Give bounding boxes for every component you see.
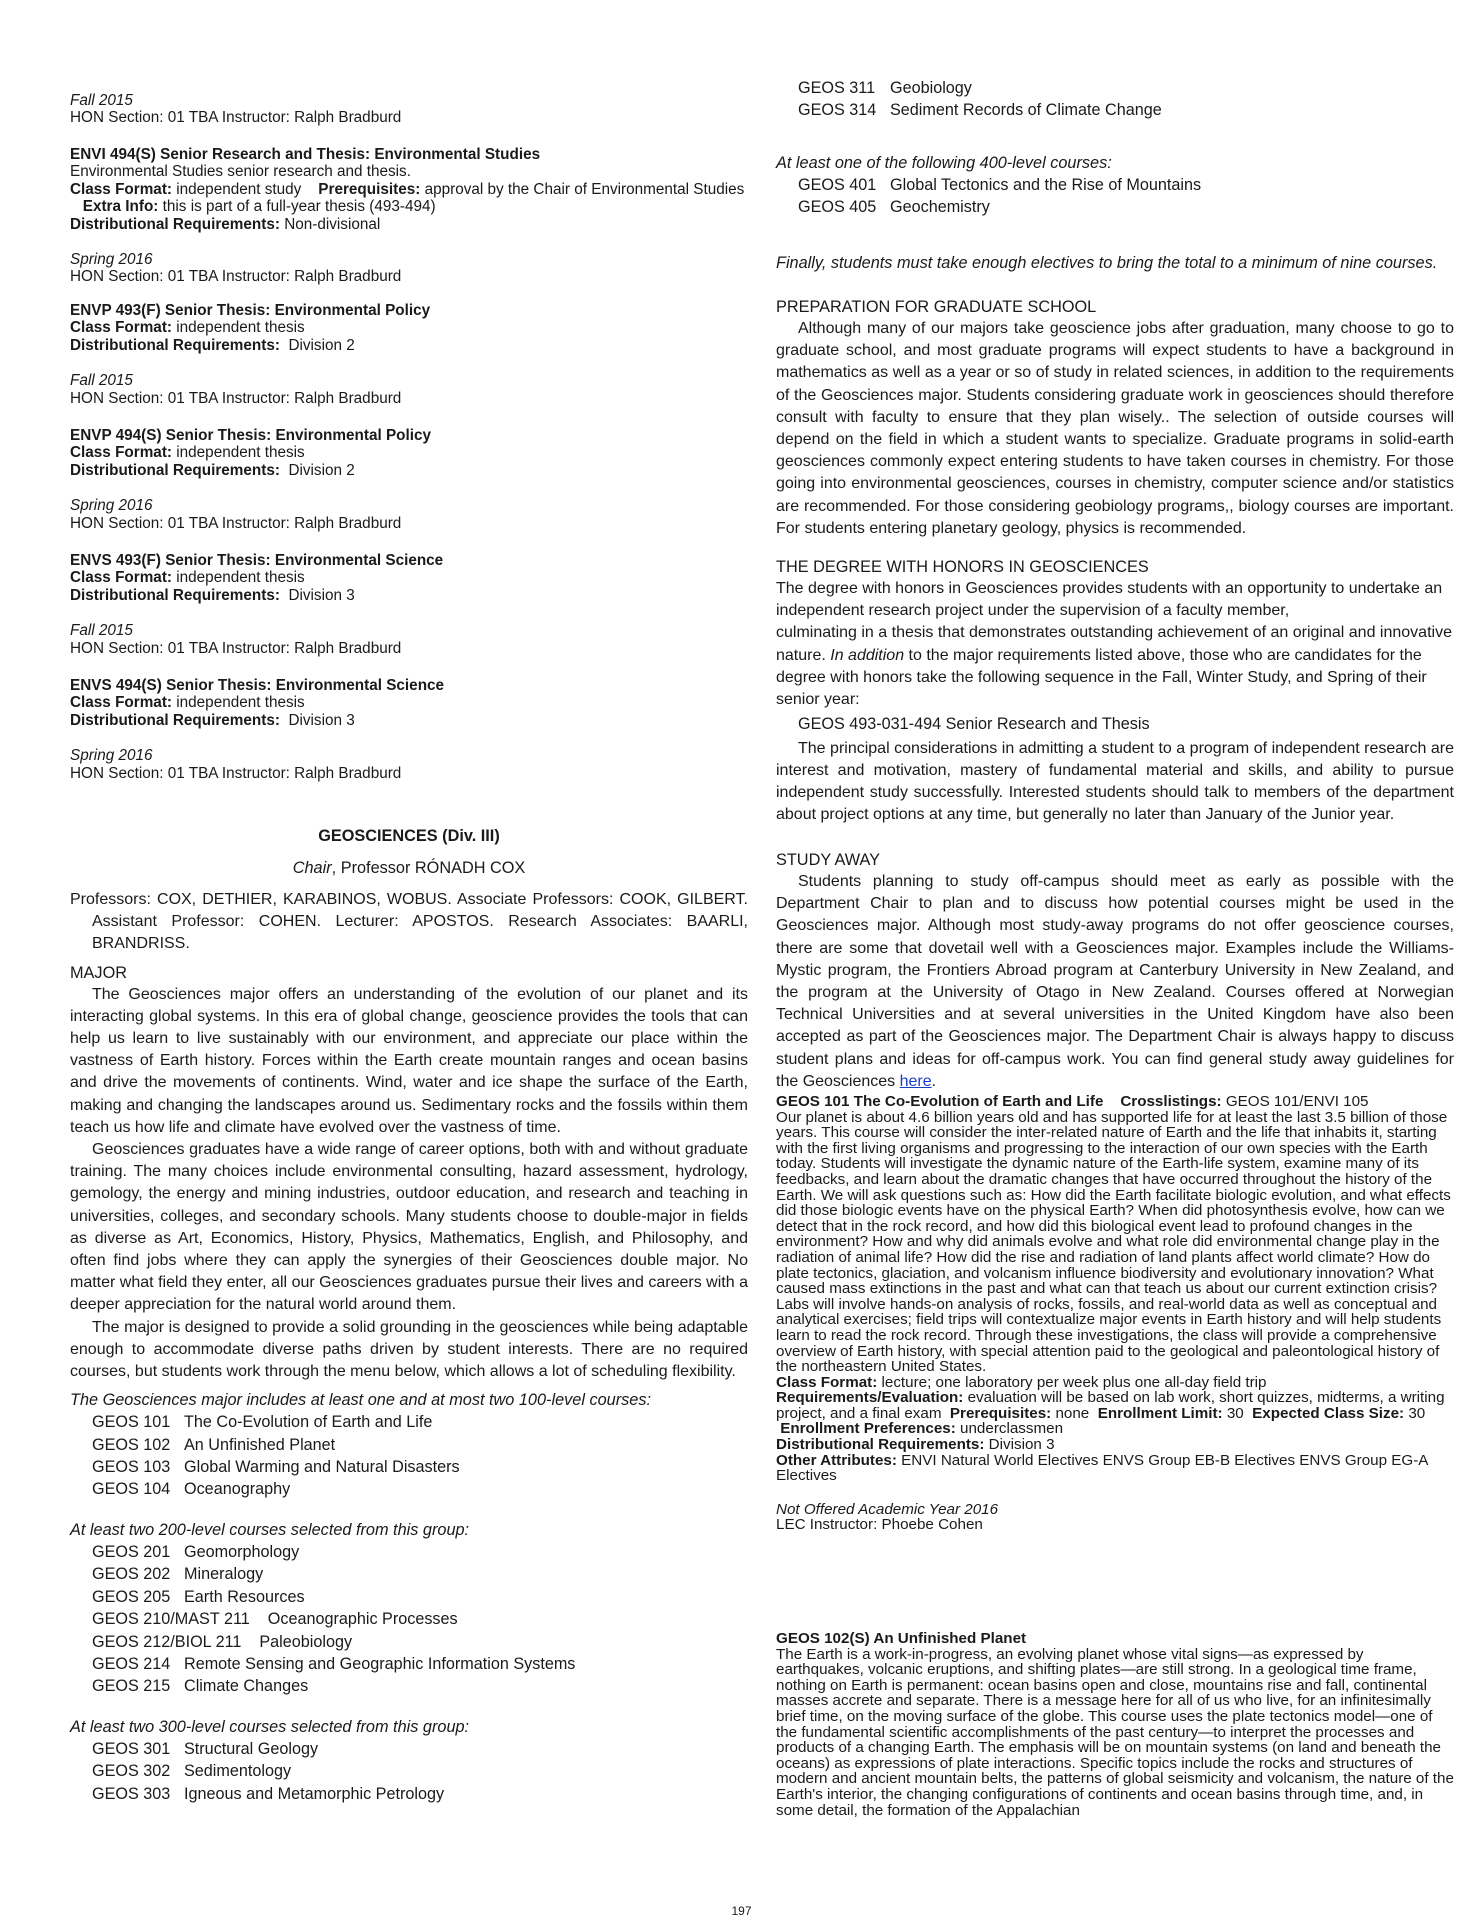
section-info: HON Section: 01 TBA Instructor: Ralph Bradburd [70, 109, 402, 127]
requirements-line: Requirements/Evaluation: evaluation will be based on lab work, short quizzes, midterms, a writing project, and a final exam Prerequisites: none Enrollment Limit: 30 Expected Class Size: 30 Enrollment Preferences: underclassmen [776, 1389, 1445, 1438]
list-item: GEOS 202 Mineralogy [92, 1565, 264, 1584]
course-title-line [776, 1094, 1454, 1110]
list-item: GEOS 205 Earth Resources [92, 1587, 305, 1606]
class-format-value: lecture; one laboratory per week plus one all-day field trip [881, 1373, 1267, 1391]
section-info: LEC Instructor: Phoebe Cohen [776, 1516, 983, 1534]
course-list-100 [70, 1411, 748, 1501]
course-entry [776, 1631, 1454, 1818]
list-item: GEOS 302 Sedimentology [92, 1762, 292, 1781]
course-title: ENVS 493(F) Senior Thesis: Environmental Science [70, 552, 444, 569]
study-away-paragraph: Students planning to study off-campus should meet as early as possible with the Department Chair to plan and to discuss how potential courses might be used in the Geosciences major. Although most study-away programs do not offer geoscience courses, there are some that dovetail well with a Geosciences major. Examples include the Williams-Mystic program, the Frontiers Abroad program at Canterbury University in New Zealand, and the program at the University of Otago in New Zealand. Courses offered at Norwegian Technical Universities and at several universities in the United Kingdom have also been accepted as part of the Geosciences major. The Department Chair is always happy to discuss student plans and ideas for off-campus work. You can find general study away guidelines for the Geosciences here. [776, 873, 1454, 1090]
course-list-300 [70, 1738, 748, 1805]
list-item: GEOS 215 Climate Changes [92, 1677, 309, 1696]
term-label: Spring 2016 [70, 497, 153, 515]
list-item: GEOS 401 Global Tectonics and the Rise of Mountains [798, 176, 1202, 194]
prerequisites-label: Prerequisites: [318, 180, 421, 198]
section-info: HON Section: 01 TBA Instructor: Ralph Bradburd [70, 639, 402, 657]
class-format-label: Class Format: [776, 1373, 878, 1391]
distributional-label: Distributional Requirements: [70, 215, 280, 233]
class-format-value: independent study [176, 180, 302, 198]
course-description: Environmental Studies senior research and thesis. [70, 163, 411, 181]
major-paragraph: The major is designed to provide a solid grounding in the geosciences while being adaptable enough to accommodate diverse paths driven by student interests. There are no required courses, but students work through the menu below, which allows a lot of scheduling flexibility. [70, 1318, 748, 1381]
section-heading: STUDY AWAY [776, 851, 881, 869]
department-section [70, 825, 748, 1805]
distributional-value: Division 2 [288, 461, 355, 479]
course-entry [70, 302, 748, 407]
course-title: GEOS 102(S) An Unfinished Planet [776, 1630, 1027, 1647]
class-format-label: Class Format: [70, 694, 173, 712]
distributional-line [70, 216, 748, 233]
honors-paragraph: The degree with honors in Geosciences provides students with an opportunity to undertake an independent research project under the supervision of a faculty member, [776, 580, 1443, 620]
term-label: Spring 2016 [70, 251, 153, 269]
class-format-value: independent thesis [176, 569, 305, 587]
course-entry [70, 146, 748, 286]
distributional-value: Division 3 [288, 711, 355, 729]
course-list-300-continued [776, 77, 1454, 122]
major-heading: MAJOR [70, 963, 127, 982]
list-item: GEOS 212/BIOL 211 Paleobiology [92, 1632, 353, 1651]
distributional-value: Non-divisional [284, 215, 381, 233]
course-format-line [70, 181, 748, 216]
list-intro: The Geosciences major includes at least one and at most two 100-level courses: [70, 1391, 651, 1410]
class-format-label: Class Format: [70, 180, 173, 198]
class-format-value: independent thesis [176, 694, 305, 712]
graduate-paragraph: Although many of our majors take geoscience jobs after graduation, many choose to go to graduate school, and most graduate programs will expect students to have a background in mathematics as well as a year or so of study in related sciences, in addition to the requirements of the Geosciences major. Students considering graduate work in geosciences should therefore consult with faculty to ensure that they plan wisely.. The selection of outside courses will depend on the field in which a student wants to specialize. Graduate programs in solid-earth geosciences commonly expect entering students to have taken courses in chemistry. For those going into environmental geosciences, courses in chemistry, computer science and/or statistics are recommended. For those considering geobiology programs,, biology courses are important. For students entering planetary geology, physics is recommended. [776, 320, 1454, 537]
faculty-list: Professors: COX, DETHIER, KARABINOS, WOBUS. Associate Professors: COOK, GILBERT. Assistant Professor: COHEN. Lecturer: APOSTOS. Research Associates: BAARLI, BRANDRISS. [70, 891, 748, 953]
list-item: GEOS 303 Igneous and Metamorphic Petrology [92, 1784, 445, 1803]
course-description: Our planet is about 4.6 billion years old and has supported life for at least the last 3.5 billion of those years. This course will consider the inter-related nature of Earth and the life that inhabits it, starting with the first living organisms and progressing to the interaction of our own species with the Earth today. Students will investigate the dynamic nature of the Earth-life system, examine many of its feedbacks, and learn about the dramatic changes that have occurred throughout the history of the Earth. We will ask questions such as: How did the Earth facilitate biologic evolution, and what effects did those biologic events have on the physical Earth? When did photosynthesis evolve, how can we detect that in the rock record, and how did this biological event lead to profound changes in the environment? How and why did animals evolve and what role did environmental change play in the radiation of animal life? How did the rise and radiation of land plants affect world climate? How do plate tectonics, glaciation, and volcanism influence biodiversity and evolutionary innovation? What caused mass extinctions in the past and what can that teach us about our current extinction crisis? Labs will involve hands-on analysis of rocks, fossils, and real-world data as well as conceptual and analytical exercises; field trips will contextualize major events in Earth history and will help students learn to read the rock record. Through these investigations, the class will provide a comprehensive overview of Earth history, with special attention paid to the geological and paleontological history of the northeastern United States. [776, 1108, 1451, 1376]
study-away-section [776, 849, 1454, 1093]
department-chair [70, 857, 748, 879]
term-label: Fall 2015 [70, 372, 133, 390]
list-item: GEOS 201 Geomorphology [92, 1542, 300, 1561]
distributional-value: Division 3 [288, 586, 355, 604]
course-title: GEOS 101 The Co-Evolution of Earth and Life [776, 1093, 1104, 1110]
list-item: GEOS 301 Structural Geology [92, 1739, 319, 1758]
honors-paragraph: The principal considerations in admitting a student to a program of independent research are interest and motivation, mastery of fundamental material and skills, and ability to pursue independent study successfully. Interested students should talk to members of the department about project options at any time, but generally no later than January of the Junior year. [776, 739, 1454, 824]
term-label: Fall 2015 [70, 92, 133, 109]
course-entry [776, 1094, 1454, 1533]
distributional-label: Distributional Requirements: [70, 461, 280, 479]
section-info: HON Section: 01 TBA Instructor: Ralph Bradburd [70, 514, 402, 532]
section-block [70, 92, 748, 127]
class-format-value: independent thesis [176, 319, 305, 337]
term-label: Not Offered Academic Year 2016 [776, 1500, 999, 1518]
honors-paragraph: culminating in a thesis that demonstrates outstanding achievement of an original and innovative nature. In addition to the major requirements listed above, those who are candidates for the degree with honors take the following sequence in the Fall, Winter Study, and Spring of their senior year: [776, 624, 1452, 709]
extra-info-label: Extra Info: [82, 198, 159, 216]
list-item: GEOS 103 Global Warming and Natural Disasters [92, 1458, 460, 1477]
class-format-label: Class Format: [70, 569, 173, 587]
list-item: GEOS 210/MAST 211 Oceanographic Processes [92, 1610, 458, 1629]
extra-info-value: this is part of a full-year thesis (493-494) [162, 198, 436, 216]
major-paragraph: Geosciences graduates have a wide range of career options, both with and without graduate training. The many choices include environmental consulting, hazard assessment, hydrology, gemology, the energy and mining industries, outdoor education, and research and teaching in universities, colleges, and secondary schools. Many students choose to double-major in fields as diverse as Art, Economics, History, Physics, Mathematics, English, and Philosophy, and often find jobs where they can apply the synergies of their Geosciences double major. No matter what field they enter, all our Geosciences graduates pursue their lives and careers with a deeper appreciation for the natural world around them. [70, 1141, 748, 1314]
course-list-200 [70, 1541, 748, 1698]
class-format-label: Class Format: [70, 319, 173, 337]
crosslistings-label: Crosslistings: [1120, 1093, 1222, 1110]
course-entry [70, 677, 748, 782]
section-heading: PREPARATION FOR GRADUATE SCHOOL [776, 298, 1097, 316]
section-info: HON Section: 01 TBA Instructor: Ralph Bradburd [70, 764, 402, 782]
chair-name: , Professor RÓNADH COX [331, 859, 526, 877]
distributional-label: Distributional Requirements: [70, 711, 280, 729]
list-intro: At least one of the following 400-level courses: [776, 154, 1112, 172]
major-paragraph: The Geosciences major offers an understanding of the evolution of our planet and its interacting global systems. In this era of global change, geoscience provides the tools that can help us learn to live sustainably with our environment, and appreciate our place within the vastness of Earth history. Forces within the Earth create mountain ranges and ocean basins and drive the movements of continents. Wind, water and ice shape the surface of the Earth, making and changing the landscapes around us. Sedimentary rocks and the fossils within them teach us how life and climate have evolved over the vastness of time. [70, 985, 748, 1136]
list-intro: At least two 300-level courses selected from this group: [70, 1717, 470, 1736]
list-intro: At least two 200-level courses selected from this group: [70, 1520, 470, 1539]
list-item: GEOS 405 Geochemistry [798, 198, 990, 217]
page-number: 197 [731, 1904, 752, 1918]
course-description: The Earth is a work-in-progress, an evolving planet whose vital signs—as expressed by earthquakes, volcanic eruptions, and shifting plates—are still strong. In a geological time frame, nothing on Earth is permanent: ocean basins open and close, mountains rise and fall, continental masses accrete and separate. There is a message here for all of us who live, for an infinitesimally brief time, on the moving surface of the globe. This course uses the plate tectonics model—one of the fundamental scientific accomplishments of the past century—to interpret the processes and products of a changing Earth. The emphasis will be on mountain systems (on land and beneath the oceans) as expressions of plate interactions. Specific topics include the rocks and structures of modern and ancient mountain belts, the patterns of global seismicity and volcanism, the nature of the Earth's interior, the changing configurations of continents and ocean basins through time, and, in some detail, the formation of the Appalachian [776, 1645, 1454, 1819]
chair-role: Chair [292, 859, 332, 877]
honors-sequence: GEOS 493-031-494 Senior Research and Thesis [798, 715, 1150, 734]
course-title: ENVS 494(S) Senior Thesis: Environmental Science [70, 677, 445, 694]
term-label: Spring 2016 [70, 747, 153, 765]
distributional-label: Distributional Requirements: [776, 1436, 985, 1454]
study-away-link[interactable]: here [899, 1072, 932, 1090]
section-info: HON Section: 01 TBA Instructor: Ralph Bradburd [70, 389, 402, 407]
crosslistings-value: GEOS 101/ENVI 105 [1225, 1093, 1369, 1110]
distributional-label: Distributional Requirements: [70, 336, 280, 354]
graduate-section [776, 296, 1454, 540]
class-format-value: independent thesis [176, 444, 305, 462]
class-format-label: Class Format: [70, 444, 173, 462]
section-heading: THE DEGREE WITH HONORS IN GEOSCIENCES [776, 558, 1149, 576]
attributes-value: ENVI Natural World Electives ENVS Group EB-B Electives ENVS Group EG-A Electives [776, 1451, 1428, 1485]
course-entry [70, 427, 748, 532]
list-item: GEOS 104 Oceanography [92, 1480, 291, 1499]
section-info: HON Section: 01 TBA Instructor: Ralph Bradburd [70, 268, 402, 286]
list-item: GEOS 214 Remote Sensing and Geographic Information Systems [92, 1654, 576, 1673]
distributional-value: Division 2 [288, 336, 355, 354]
distributional-value: Division 3 [988, 1436, 1055, 1454]
distributional-label: Distributional Requirements: [70, 586, 280, 604]
course-title: ENVP 494(S) Senior Thesis: Environmental Policy [70, 427, 432, 444]
course-title: ENVP 493(F) Senior Thesis: Environmental Policy [70, 302, 431, 319]
list-item: GEOS 314 Sediment Records of Climate Change [798, 101, 1162, 120]
course-title: ENVI 494(S) Senior Research and Thesis: Environmental Studies [70, 146, 541, 163]
list-item: GEOS 102 An Unfinished Planet [92, 1435, 336, 1454]
term-label: Fall 2015 [70, 622, 133, 640]
attributes-label: Other Attributes: [776, 1451, 897, 1469]
honors-section [776, 556, 1454, 826]
list-400 [776, 152, 1454, 219]
department-heading: GEOSCIENCES (Div. III) [318, 827, 500, 845]
course-entry [70, 552, 748, 657]
electives-note: Finally, students must take enough electives to bring the total to a minimum of nine courses. [776, 254, 1438, 272]
prerequisites-value: approval by the Chair of Environmental Studies [424, 180, 745, 198]
list-item: GEOS 101 The Co-Evolution of Earth and Life [92, 1413, 433, 1432]
list-item: GEOS 311 Geobiology [798, 79, 972, 97]
